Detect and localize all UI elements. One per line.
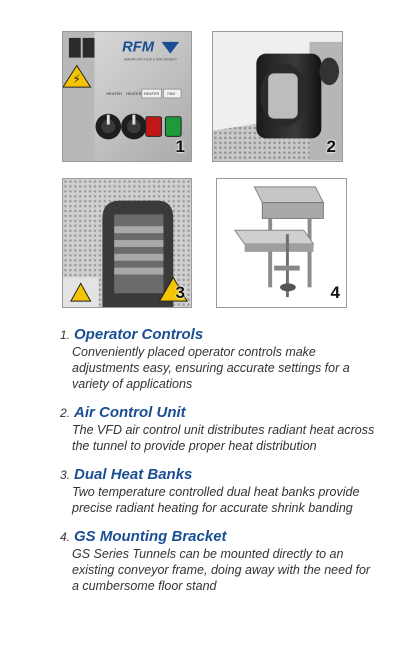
adjustment-knob-icon xyxy=(280,283,296,291)
feature-item xyxy=(60,404,380,454)
photo-air-control-unit xyxy=(212,31,343,162)
blower-illustration xyxy=(213,32,342,161)
switch-icon xyxy=(69,38,81,58)
svg-text:HEATER: HEATER xyxy=(106,91,122,97)
feature-description: Conveniently placed operator controls make adjustments easy, ensuring accurate settings for a variety of applications xyxy=(72,345,350,391)
feature-index: 2. xyxy=(60,406,71,420)
red-switch-icon xyxy=(146,117,162,137)
green-switch-icon xyxy=(165,117,181,137)
svg-text:HEATER: HEATER xyxy=(143,91,160,97)
svg-text:AMERICAN FILM & MACHINERY: AMERICAN FILM & MACHINERY xyxy=(124,57,178,62)
feature-description: GS Series Tunnels can be mounted directly to an existing conveyor frame, doing away with the need for a cumbersome floor stand xyxy=(72,547,371,593)
svg-text:FAN: FAN xyxy=(167,91,176,97)
feature-item xyxy=(60,326,380,392)
control-panel-illustration xyxy=(63,32,191,161)
feature-description: The VFD air control unit distributes radiant heat across the tunnel to provide proper heat distribution xyxy=(72,423,375,453)
svg-text:HEATER: HEATER xyxy=(126,91,142,97)
photo-number: 3 xyxy=(175,283,185,302)
photo-operator-controls xyxy=(62,31,192,162)
feature-title: GS Mounting Bracket xyxy=(74,528,227,545)
feature-list xyxy=(60,326,380,606)
heat-bank-illustration xyxy=(63,179,191,307)
feature-description: Two temperature controlled dual heat banks provide precise radiant heating for accurate shrink banding xyxy=(72,485,360,515)
feature-title: Air Control Unit xyxy=(74,404,186,421)
feature-title: Dual Heat Banks xyxy=(74,466,193,483)
feature-item xyxy=(60,528,380,594)
photo-number: 1 xyxy=(175,137,185,156)
feature-index: 4. xyxy=(60,530,71,544)
photo-number: 2 xyxy=(326,137,336,156)
brand-logo: RFM xyxy=(122,39,155,56)
feature-index: 1. xyxy=(60,328,71,342)
feature-item xyxy=(60,466,380,516)
photo-dual-heat-banks xyxy=(62,178,192,308)
photo-gs-mounting-bracket xyxy=(216,178,347,308)
feature-title: Operator Controls xyxy=(74,326,204,343)
photo-number: 4 xyxy=(330,283,340,302)
feature-index: 3. xyxy=(60,468,71,482)
svg-text:⚡: ⚡ xyxy=(72,72,81,87)
mounting-bracket-illustration xyxy=(217,179,346,307)
